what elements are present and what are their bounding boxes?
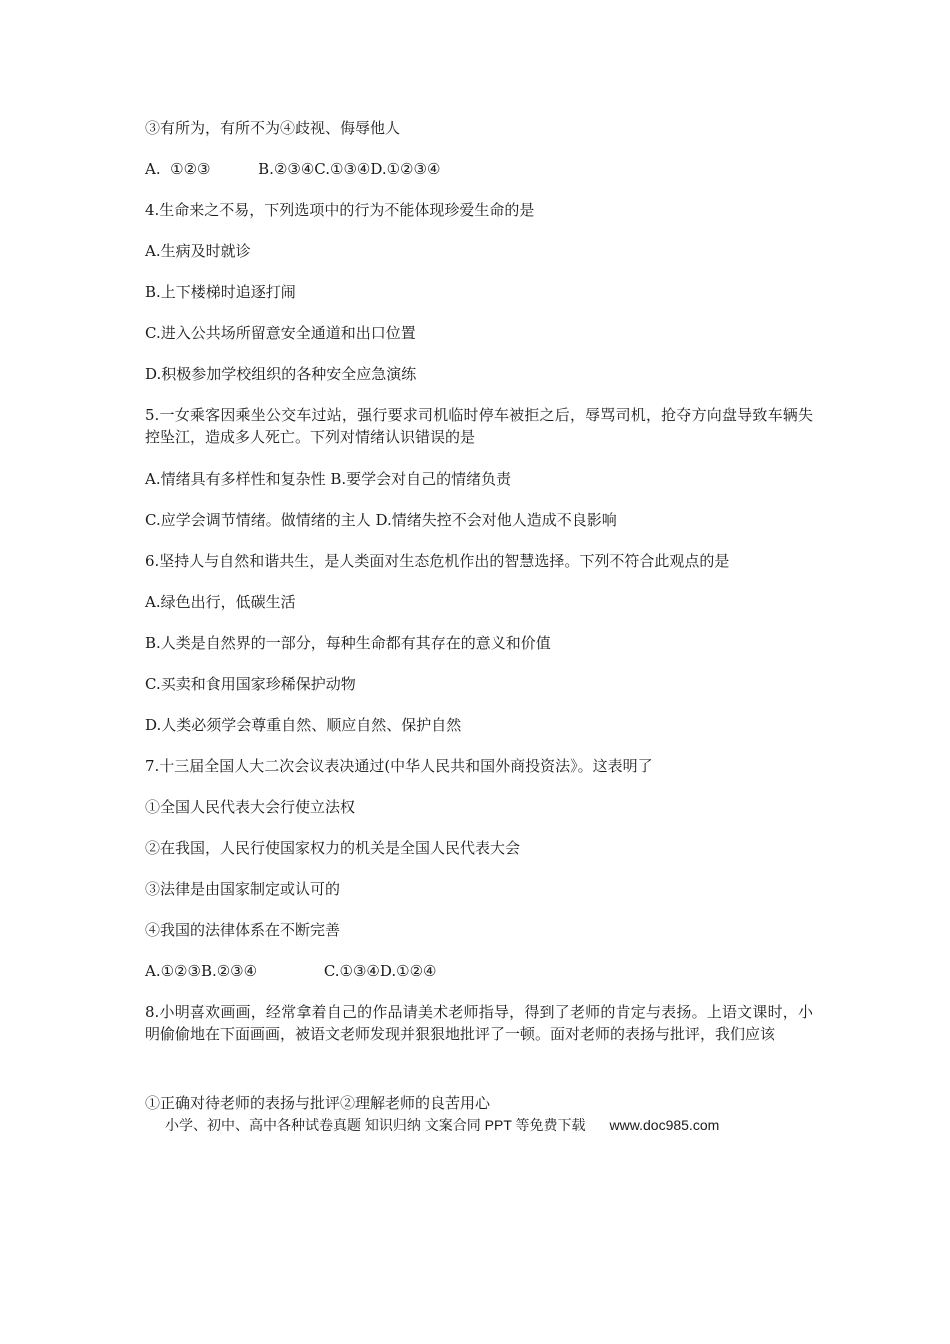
statement-line-q8: ①正确对待老师的表扬与批评②理解老师的良苦用心 <box>145 1094 491 1112</box>
footer-url: www.doc985.com <box>609 1117 720 1133</box>
answer-options-q7: A.①②③B.②③④ C.①③④D.①②④ <box>145 962 437 980</box>
question-5: 5.一女乘客因乘坐公交车过站，强行要求司机临时停车被拒之后，辱骂司机，抢夺方向盘导致车辆失控坠江，造成多人死亡。下列对情绪认识错误的是 <box>145 406 813 446</box>
question-6: 6.坚持人与自然和谐共生，是人类面对生态危机作出的智慧选择。下列不符合此观点的是 <box>145 552 730 570</box>
option-d-q6: D.人类必须学会尊重自然、顺应自然、保护自然 <box>145 716 462 734</box>
statement-4-q7: ④我国的法律体系在不断完善 <box>145 921 341 939</box>
page-footer <box>165 1114 719 1136</box>
option-c-q6: C.买卖和食用国家珍稀保护动物 <box>145 675 356 693</box>
option-b-q4: B.上下楼梯时追逐打闹 <box>145 283 296 301</box>
option-c-q4: C.进入公共场所留意安全通道和出口位置 <box>145 324 416 342</box>
statement-1-q7: ①全国人民代表大会行使立法权 <box>145 798 356 816</box>
option-a-q4: A.生病及时就诊 <box>145 242 251 260</box>
question-4: 4.生命来之不易，下列选项中的行为不能体现珍爱生命的是 <box>145 201 535 219</box>
option-b-q6: B.人类是自然界的一部分，每种生命都有其存在的意义和价值 <box>145 634 551 652</box>
options-ab-q5: A.情绪具有多样性和复杂性 B.要学会对自己的情绪负责 <box>145 470 512 488</box>
statement-2-q7: ②在我国，人民行使国家权力的机关是全国人民代表大会 <box>145 839 521 857</box>
text-line: ③有所为，有所不为④歧视、侮辱他人 <box>145 119 401 137</box>
question-7: 7.十三届全国人大二次会议表决通过(中华人民共和国外商投资法》。这表明了 <box>145 757 653 775</box>
options-cd-q5: C.应学会调节情绪。做情绪的主人 D.情绪失控不会对他人造成不良影响 <box>145 511 617 529</box>
answer-options-q3: A. ①②③ B.②③④C.①③④D.①②③④ <box>145 160 441 178</box>
statement-3-q7: ③法律是由国家制定或认可的 <box>145 880 341 898</box>
option-a-q6: A.绿色出行，低碳生活 <box>145 593 296 611</box>
question-8: 8.小明喜欢画画，经常拿着自己的作品请美术老师指导，得到了老师的肯定与表扬。上语文课时，小明偷偷地在下面画画，被语文老师发现并狠狠地批评了一顿。面对老师的表扬与批评，我们应该 <box>145 1003 813 1043</box>
footer-text: 小学、初中、高中各种试卷真题 知识归纳 文案合同 PPT 等免费下载 <box>165 1117 586 1133</box>
option-d-q4: D.积极参加学校组织的各种安全应急演练 <box>145 365 417 383</box>
